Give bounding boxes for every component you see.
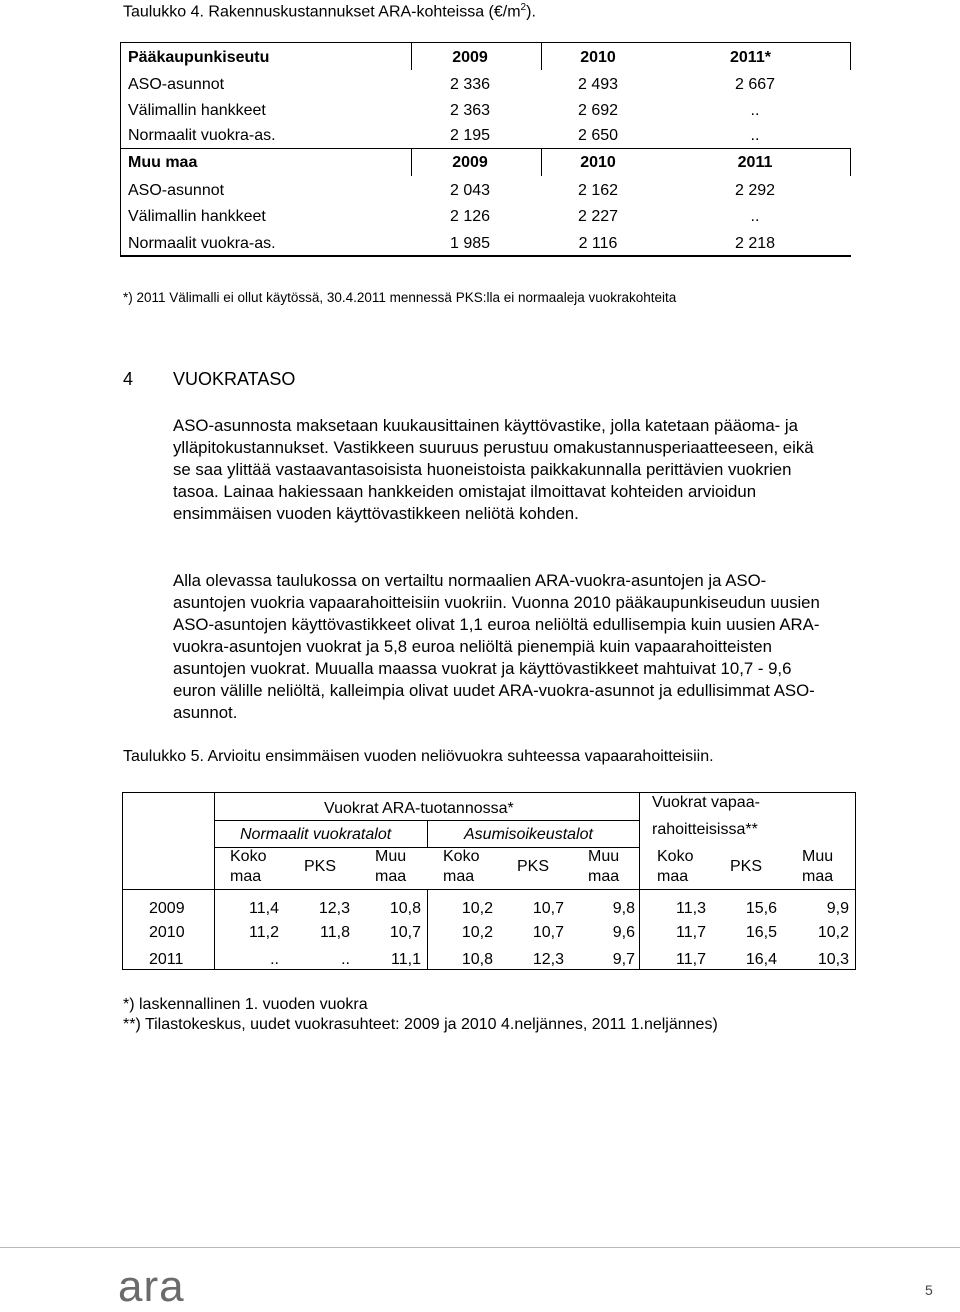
table5-caption: Taulukko 5. Arvioitu ensimmäisen vuoden neliövuokra suhteessa vapaarahoitteisiin. (123, 748, 714, 765)
section-number: 4 (123, 369, 134, 389)
table4-section2-year-3: 2011 (737, 154, 773, 171)
table4-section2-year-1: 2009 (452, 154, 488, 171)
table4-s1-row3-v3: .. (750, 127, 760, 144)
table5-footnote-2: **) Tilastokeskus, uudet vuokrasuhteet: 2009 ja 2010 4.neljännes, 2011 1.neljännes) (123, 1016, 718, 1033)
table4-s2-row3-v3: 2 218 (734, 235, 776, 252)
table5-vline-group (639, 793, 640, 889)
table5-hline-header (123, 889, 855, 890)
table5-col1-koko: Koko (230, 848, 267, 865)
table5-col4-koko: Koko (443, 848, 480, 865)
table5-row2-v8: 16,5 (745, 924, 777, 941)
table5-row3-v4: 10,8 (461, 951, 493, 968)
table4-s1-row2-v2: 2 692 (577, 102, 619, 119)
table4-section2-title: Muu maa (128, 154, 198, 171)
table5-row1-v6: 9,8 (612, 900, 635, 917)
table4-section1-title: Pääkaupunkiseutu (128, 49, 270, 66)
table4-s2-row3-v1: 1 985 (449, 235, 491, 252)
table5-col8-pks: PKS (730, 858, 763, 875)
table5-row2-v9: 10,2 (817, 924, 849, 941)
table4-s2-row2-v3: .. (750, 208, 760, 225)
table4-header-divider-2 (541, 42, 542, 70)
table5-row2-v3: 10,7 (389, 924, 421, 941)
table4-s1-row2-v1: 2 363 (449, 102, 491, 119)
table4-s2-row1-v3: 2 292 (734, 182, 776, 199)
table4-s1-row3-v1: 2 195 (449, 127, 491, 144)
table4-s1-row3-v2: 2 650 (577, 127, 619, 144)
page-number: 5 (925, 1282, 933, 1298)
table4-header2-divider-1 (411, 148, 412, 176)
table4-s2-row2-v1: 2 126 (449, 208, 491, 225)
table5-group1-header: Vuokrat ARA-tuotannossa* (324, 800, 514, 817)
footer-rule (0, 1247, 960, 1248)
table4-s1-row1-v3: 2 667 (734, 76, 776, 93)
table4-s1-row1-v2: 2 493 (577, 76, 619, 93)
table4-section2-year-2: 2010 (580, 154, 616, 171)
table4-footnote: *) 2011 Välimalli ei ollut käytössä, 30.4.2011 mennessä PKS:lla ei normaaleja vuokrakohteita (123, 290, 677, 305)
table5-row1-v9: 9,9 (826, 900, 849, 917)
table5-row1-v2: 12,3 (318, 900, 350, 917)
table4-header-divider-3 (850, 42, 851, 70)
paragraph-2: Alla olevassa taulukossa on vertailtu normaalien ARA-vuokra-asuntojen ja ASO-asuntojen vuokria vapaarahoitteisiin vuokriin. Vuonna 2010 pääkaupunkiseudun uusien ASO-asuntojen käyttövastikkeet olivat 1,1 euroa neliöltä edullisempia kuin uusien ARA-vuokra-asuntojen vuokrat ja 5,8 euroa neliöltä pienempiä kuin vapaarahoitteisten asuntojen vuokrat. Muualla maassa vuokrat ja käyttövastikkeet mahtuivat 10,7 - 9,6 euron välille neliöltä, kalleimpia olivat uudet ARA-vuokra-asunnot ja edullisimmat ASO-asunnot. (173, 571, 820, 722)
table5-sub2-header: Asumisoikeustalot (464, 826, 593, 843)
table4-bottom-border (120, 255, 851, 257)
table5-row1-v3: 10,8 (389, 900, 421, 917)
table4-s2-row3-v2: 2 116 (578, 235, 618, 252)
table4-s2-row1-v2: 2 162 (577, 182, 619, 199)
table5-row3-v7: 11,7 (676, 951, 706, 968)
table5-row2-v1: 11,2 (249, 924, 279, 941)
table5-row3-v5: 12,3 (532, 951, 564, 968)
table5-row3-v6: 9,7 (612, 951, 635, 968)
table5-vline-sub (427, 820, 428, 848)
table4-left-border (120, 42, 121, 256)
table5-col7-koko: Koko (657, 848, 694, 865)
table5-vline-stub-body (214, 889, 215, 969)
table5-col6-muu: Muu (588, 848, 620, 865)
table4-top-border (120, 42, 851, 43)
table4-mid-border (120, 148, 851, 149)
table5-row3-v9: 10,3 (817, 951, 849, 968)
table5-row2-year: 2010 (149, 924, 185, 941)
table5-row1-year: 2009 (149, 900, 185, 917)
table5-col5-pks: PKS (517, 858, 550, 875)
table5-row1-v7: 11,3 (676, 900, 706, 917)
table5-vline-col6 (639, 889, 640, 969)
table5-col9-muu: Muu (802, 848, 834, 865)
table4-s2-row1-label: ASO-asunnot (128, 182, 225, 199)
ara-logo: ara (118, 1262, 185, 1311)
table5-col6-maa: maa (588, 868, 620, 885)
table4-s1-row2-v3: .. (750, 102, 760, 119)
table5-row2-v4: 10,2 (461, 924, 493, 941)
table5-col9-maa: maa (802, 868, 834, 885)
table5-row3-year: 2011 (149, 951, 184, 968)
table5-row2-v2: 11,8 (320, 924, 350, 941)
table5-col4-maa: maa (443, 868, 475, 885)
table4-s2-row2-label: Välimallin hankkeet (128, 208, 266, 225)
table5-sub1-header: Normaalit vuokratalot (240, 826, 392, 843)
table4-section1-year-1: 2009 (452, 49, 488, 66)
section-title: VUOKRATASO (173, 369, 296, 389)
table5-row3-v8: 16,4 (745, 951, 777, 968)
table4-s2-row3-label: Normaalit vuokra-as. (128, 235, 276, 252)
table5-row2-v5: 10,7 (532, 924, 564, 941)
table5-vline-stub (214, 793, 215, 889)
table4-s2-row1-v1: 2 043 (449, 182, 491, 199)
table5-col3-muu: Muu (375, 848, 407, 865)
table5-row2-v6: 9,6 (612, 924, 635, 941)
table5-col3-maa: maa (375, 868, 407, 885)
table4-header2-divider-3 (850, 148, 851, 176)
table5-footnote-1: *) laskennallinen 1. vuoden vuokra (123, 996, 368, 1013)
table5-row1-v4: 10,2 (461, 900, 493, 917)
table5-row3-v3: 11,1 (391, 951, 421, 968)
table5 (122, 792, 856, 970)
table4-s2-row2-v2: 2 227 (577, 208, 619, 225)
table5-col1-maa: maa (230, 868, 262, 885)
table4-s1-row3-label: Normaalit vuokra-as. (128, 127, 276, 144)
table5-col2-pks: PKS (304, 858, 337, 875)
table5-row2-v7: 11,7 (676, 924, 706, 941)
table5-row3-v1: .. (270, 951, 279, 968)
paragraph-1: ASO-asunnosta maksetaan kuukausittainen käyttövastike, jolla katetaan pääoma- ja ylläpitokustannukset. Vastikkeen suuruus perustuu omakustannusperiaatteeseen, eikä se saa ylittää vastaavantasoisista huoneistoista paikkakunnalla perittävien vuokrien tasoa. Lainaa hakiessaan hankkeiden omistajat ilmoittavat kohteiden arvioidun ensimmäisen vuoden käyttövastikkeen neliötä kohden. (173, 416, 814, 523)
table5-hline-sub (214, 847, 639, 848)
table4-section1-year-2: 2010 (580, 49, 616, 66)
table5-vline-col3 (427, 889, 428, 969)
table4-s1-row1-label: ASO-asunnot (128, 76, 225, 93)
table5-col7-maa: maa (657, 868, 689, 885)
table4-header-divider-1 (411, 42, 412, 70)
table5-group2-header-line1: Vuokrat vapaa- (652, 794, 760, 811)
table4-s1-row2-label: Välimallin hankkeet (128, 102, 266, 119)
table5-row3-v2: .. (341, 951, 350, 968)
table4-section1-year-3: 2011* (730, 49, 771, 66)
table4-header2-divider-2 (541, 148, 542, 176)
table4-caption: Taulukko 4. Rakennuskustannukset ARA-kohteissa $(€/m^2)$. (123, 2, 536, 21)
section-heading (123, 369, 295, 390)
table4-s1-row1-v1: 2 336 (449, 76, 491, 93)
table5-row1-v8: 15,6 (745, 900, 777, 917)
table5-group2-header-line2: rahoitteisissa** (652, 821, 758, 838)
table5-row1-v1: 11,4 (249, 900, 279, 917)
table5-row1-v5: 10,7 (532, 900, 564, 917)
